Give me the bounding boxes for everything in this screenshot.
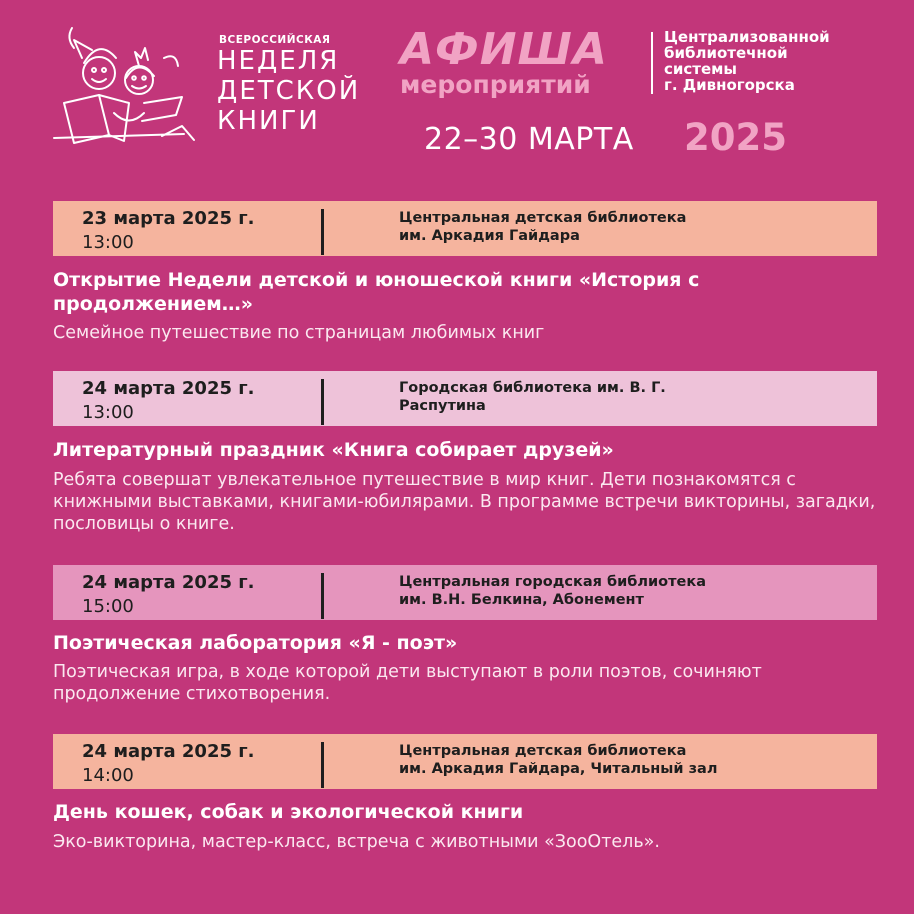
event-description: Ребята совершат увлекательное путешествие в мир книг. Дети познакомятся с книжными выставками, книгами-юбилярами. В программе встречи викторины, загадки, пословицы о книге.	[53, 470, 876, 534]
event-description: Семейное путешествие по страницам любимых книг	[53, 323, 545, 343]
location-line: Центральная детская библиотека	[399, 743, 687, 759]
event-description: Эко-викторина, мастер-класс, встреча с животными «ЗооОтель».	[53, 832, 660, 852]
organization-name	[664, 29, 830, 93]
event-title: Открытие Недели детской и юношеской книги «История с продолжением…»	[53, 269, 700, 315]
location-line: Городская библиотека им. В. Г.	[399, 380, 666, 396]
bar-divider	[321, 379, 324, 425]
event-info-bar	[53, 201, 877, 256]
week-title-line2: ДЕТСКОЙ	[217, 76, 361, 106]
event-title: День кошек, собак и экологической книги	[53, 801, 524, 823]
event-location	[399, 573, 859, 609]
event-week-logo	[217, 34, 360, 136]
event-info-bar	[53, 371, 877, 426]
event-location	[399, 209, 859, 245]
bar-divider	[321, 573, 324, 619]
location-line: им. Аркадия Гайдара, Читальный зал	[399, 761, 718, 777]
bar-divider	[321, 209, 324, 255]
event-date: 23 марта 2025 г.	[82, 208, 255, 229]
week-title-line3: КНИГИ	[217, 106, 320, 136]
location-line: Центральная городская библиотека	[399, 574, 707, 590]
org-line: г. Дивногорска	[664, 76, 795, 94]
event-info-bar	[53, 565, 877, 620]
children-reading-illustration	[44, 18, 204, 158]
header-divider	[651, 32, 653, 94]
event-info-bar	[53, 734, 877, 789]
afisha-subtitle: мероприятий	[400, 70, 591, 99]
location-line: Центральная детская библиотека	[399, 210, 687, 226]
event-description: Поэтическая игра, в ходе которой дети выступают в роли поэтов, сочиняют продолжение стихотворения.	[53, 662, 762, 704]
event-location	[399, 742, 859, 778]
org-line: Централизованной	[664, 28, 830, 46]
event-time: 14:00	[82, 765, 134, 786]
event-date: 24 марта 2025 г.	[82, 378, 255, 399]
location-line: Распутина	[399, 398, 486, 414]
location-line: им. В.Н. Белкина, Абонемент	[399, 592, 644, 608]
afisha-heading	[400, 24, 608, 99]
event-time: 15:00	[82, 596, 134, 617]
org-line: системы	[664, 60, 737, 78]
bar-divider	[321, 742, 324, 788]
afisha-title: АФИША	[400, 24, 608, 75]
location-line: им. Аркадия Гайдара	[399, 228, 580, 244]
event-title: Литературный праздник «Книга собирает друзей»	[53, 439, 614, 461]
event-date: 24 марта 2025 г.	[82, 741, 255, 762]
event-location	[399, 379, 859, 415]
event-time: 13:00	[82, 232, 134, 253]
event-title: Поэтическая лаборатория «Я - поэт»	[53, 632, 458, 654]
event-year: 2025	[684, 116, 787, 159]
org-line: библиотечной	[664, 44, 788, 62]
week-subtitle: ВСЕРОССИЙСКАЯ	[219, 34, 331, 46]
event-dates: 22–30 МАРТА	[424, 122, 634, 157]
event-date: 24 марта 2025 г.	[82, 572, 255, 593]
event-time: 13:00	[82, 402, 134, 423]
week-title-line1: НЕДЕЛЯ	[217, 46, 340, 76]
